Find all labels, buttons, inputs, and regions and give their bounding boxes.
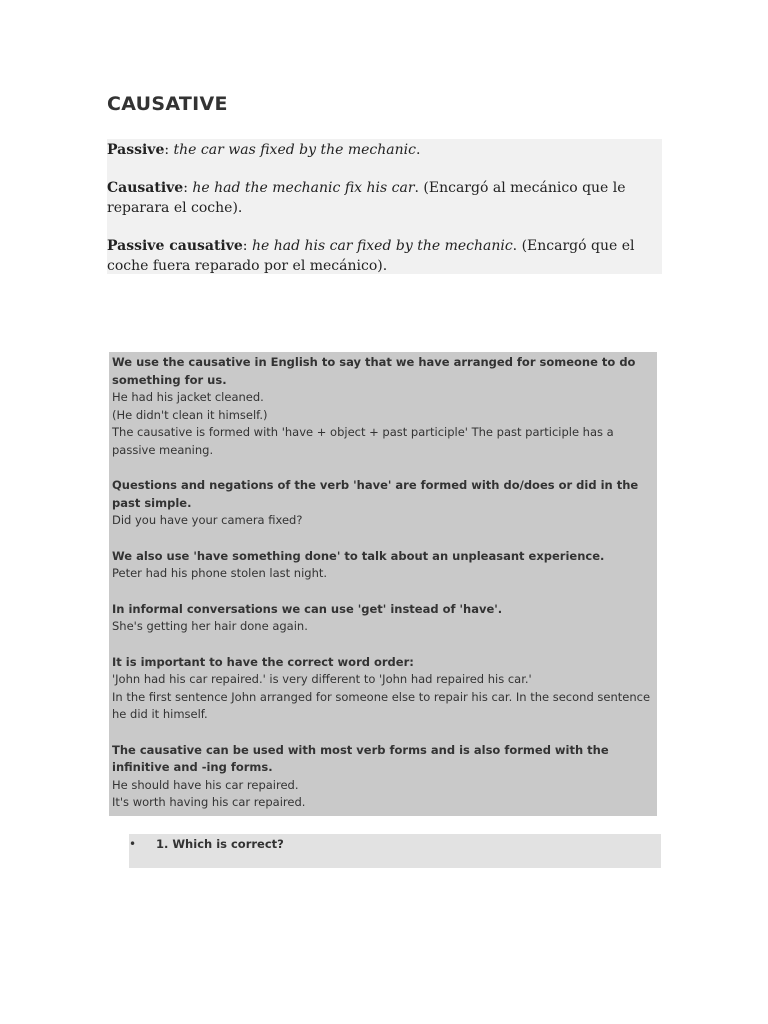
rule-heading: Questions and negations of the verb 'have' are formed with do/does or did in the past simple. xyxy=(112,478,639,510)
definition-term: Causative xyxy=(107,180,184,196)
rule-block xyxy=(112,654,657,724)
rule-block xyxy=(112,477,657,530)
question-box xyxy=(129,834,661,868)
rule-block xyxy=(112,548,657,583)
rule-example: Peter had his phone stolen last night. xyxy=(112,566,328,580)
question-text: 1. Which is correct? xyxy=(156,837,284,851)
bullet-icon: • xyxy=(129,837,137,851)
rule-heading: We use the causative in English to say that we have arranged for someone to do something for us. xyxy=(112,355,636,387)
rule-heading: In informal conversations we can use 'get' instead of 'have'. xyxy=(112,601,503,616)
definition-passive-causative: Passive causative: he had his car fixed by the mechanic. (Encargó que el coche fuera reparado por el mecánico). xyxy=(107,238,635,274)
rule-example: (He didn't clean it himself.) xyxy=(112,407,268,422)
rule-heading: The causative can be used with most verb forms and is also formed with the infinitive and -ing forms. xyxy=(112,742,609,774)
definition-translation: (Encargó que el coche fuera reparado por el mecánico). xyxy=(107,238,635,274)
explanation-box xyxy=(109,352,657,816)
rule-example: 'John had his car repaired.' is very different to 'John had repaired his car.' xyxy=(112,672,532,686)
definition-passive: Passive: the car was fixed by the mechanic. xyxy=(107,142,421,158)
rule-example: He should have his car repaired. xyxy=(112,777,299,792)
page-title: CAUSATIVE xyxy=(107,93,228,115)
rule-heading: We also use 'have something done' to talk about an unpleasant experience. xyxy=(112,548,605,563)
definition-term: Passive xyxy=(107,142,165,158)
rule-block xyxy=(112,354,657,459)
rule-example: Did you have your camera fixed? xyxy=(112,513,303,527)
definition-example: the car was fixed by the mechanic xyxy=(173,142,416,158)
rule-block xyxy=(112,742,657,812)
definition-translation: (Encargó al mecánico que le reparara el coche). xyxy=(107,180,626,216)
rule-example: The causative is formed with 'have + object + past participle' The past participle has a passive meaning. xyxy=(112,425,614,457)
definition-example: he had his car fixed by the mechanic xyxy=(251,238,513,254)
definitions-box xyxy=(107,139,662,274)
definition-causative: Causative: he had the mechanic fix his car. (Encargó al mecánico que le reparara el coche). xyxy=(107,180,626,216)
rule-heading: It is important to have the correct word order: xyxy=(112,654,414,669)
rule-example: It's worth having his car repaired. xyxy=(112,795,306,809)
definition-example: he had the mechanic fix his car xyxy=(192,180,415,196)
rule-block xyxy=(112,601,657,636)
definition-term: Passive causative xyxy=(107,238,243,254)
rule-example: He had his jacket cleaned. xyxy=(112,390,264,404)
rule-example: She's getting her hair done again. xyxy=(112,619,308,633)
rule-example: In the first sentence John arranged for someone else to repair his car. In the second sentence he did it himself. xyxy=(112,689,651,721)
